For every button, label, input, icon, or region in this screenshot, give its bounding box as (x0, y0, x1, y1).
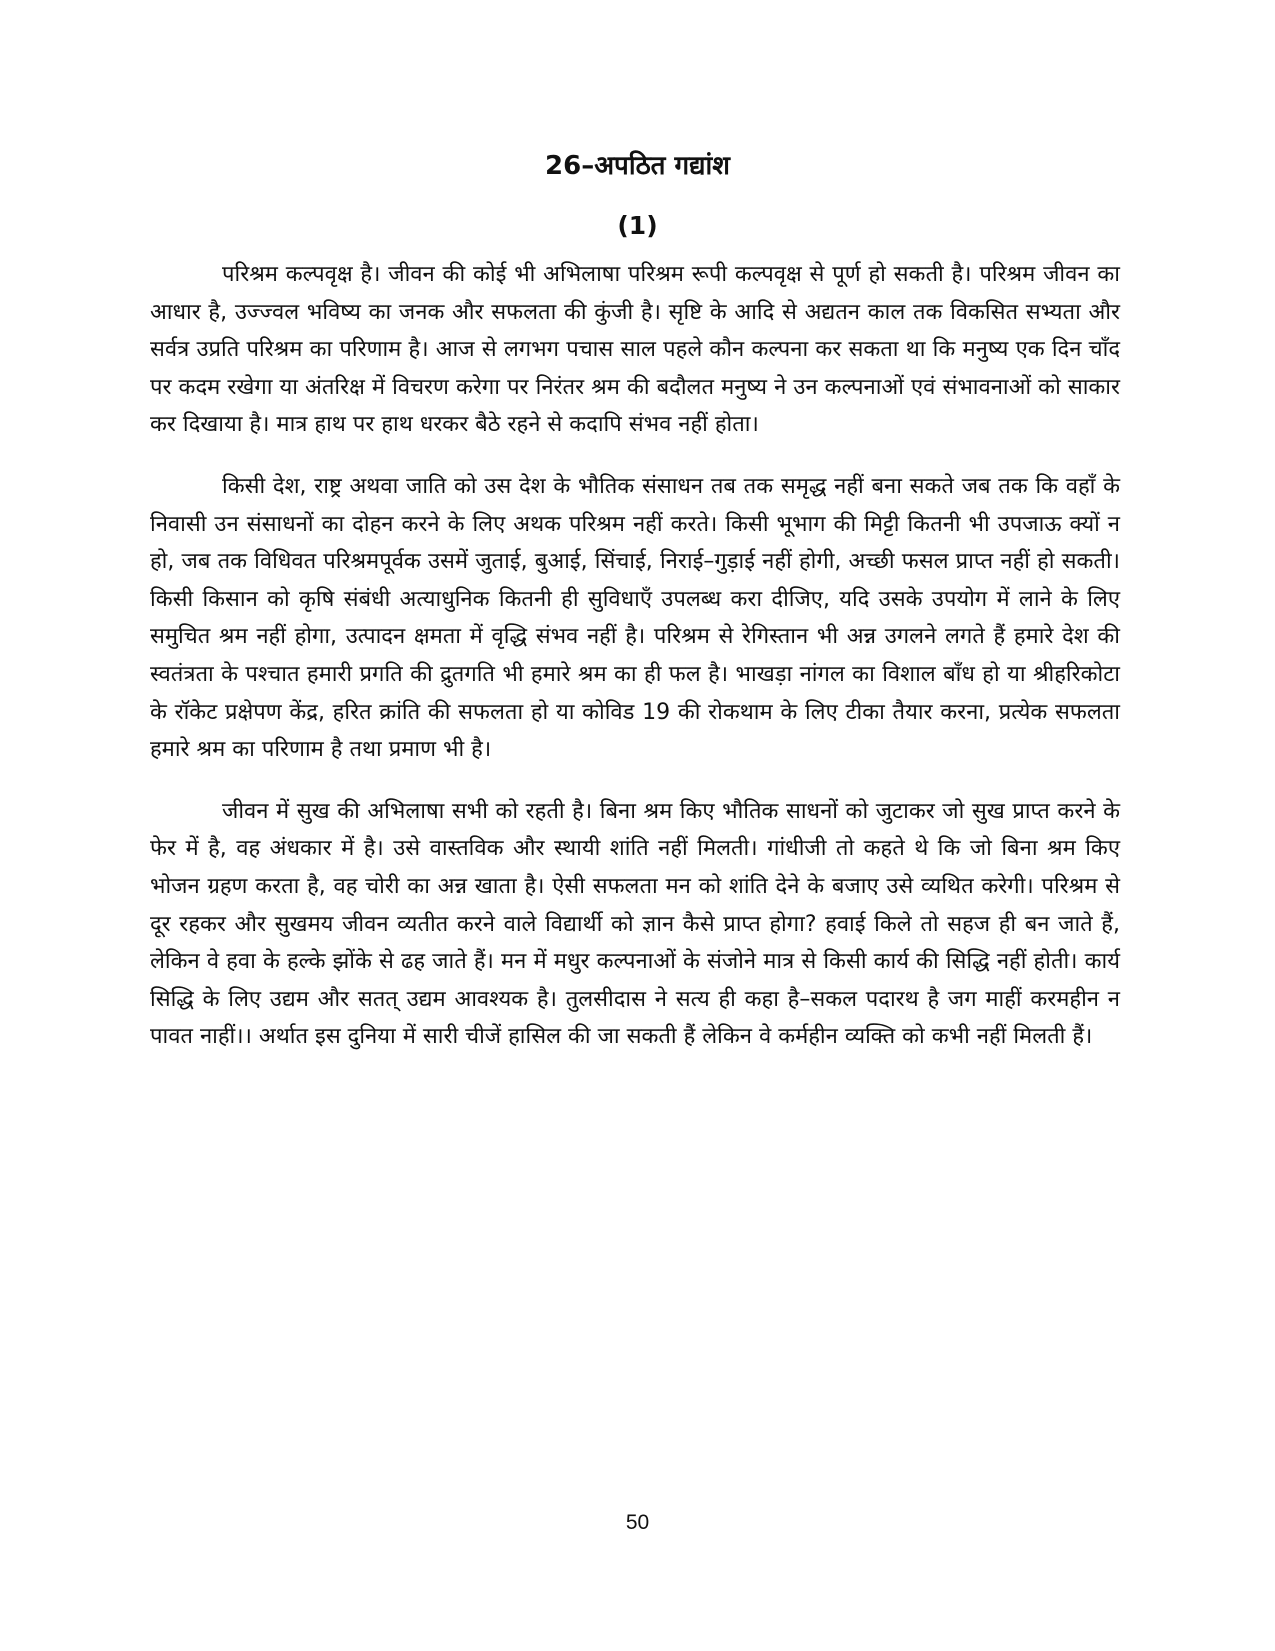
page-number: 50 (625, 1511, 650, 1534)
paragraph-2: किसी देश, राष्ट्र अथवा जाति को उस देश के भौतिक संसाधन तब तक समृद्ध नहीं बना सकते जब तक कि वहाँ के निवासी उन संसाधनों का दोहन करने के लिए अथक परिश्रम नहीं करते। किसी भूभाग की मिट्टी कितनी भी उपजाऊ क्यों न हो, जब तक विधिवत परिश्रमपूर्वक उसमें जुताई, बुआई, सिंचाई, निराई–गुड़ाई नहीं होगी, अच्छी फसल प्राप्त नहीं हो सकती। किसी किसान को कृषि संबंधी अत्याधुनिक कितनी ही सुविधाएँ उपलब्ध करा दीजिए, यदि उसके उपयोग में लाने के लिए समुचित श्रम नहीं होगा, उत्पादन क्षमता में वृद्धि संभव नहीं है। परिश्रम से रेगिस्तान भी अन्न उगलने लगते हैं हमारे देश की स्वतंत्रता के पश्चात हमारी प्रगति की द्रुतगति भी हमारे श्रम का ही फल है। भाखड़ा नांगल का विशाल बाँध हो या श्रीहरिकोटा के रॉकेट प्रक्षेपण केंद्र, हरित क्रांति की सफलता हो या कोविड 19 की रोकथाम के लिए टीका तैयार करना, प्रत्येक सफलता हमारे श्रम का परिणाम है तथा प्रमाण भी है। (150, 473, 1120, 763)
paragraph-3: जीवन में सुख की अभिलाषा सभी को रहती है। बिना श्रम किए भौतिक साधनों को जुटाकर जो सुख प्राप्त करने के फेर में है, वह अंधकार में है। उसे वास्तविक और स्थायी शांति नहीं मिलती। गांधीजी तो कहते थे कि जो बिना श्रम किए भोजन ग्रहण करता है, वह चोरी का अन्न खाता है। ऐसी सफलता मन को शांति देने के बजाए उसे व्यथित करेगी। परिश्रम से दूर रहकर और सुखमय जीवन व्यतीत करने वाले विद्यार्थी को ज्ञान कैसे प्राप्त होगा? हवाई किले तो सहज ही बन जाते हैं, लेकिन वे हवा के हल्के झोंके से ढह जाते हैं। मन में मधुर कल्पनाओं के संजोने मात्र से किसी कार्य की सिद्धि नहीं होती। कार्य सिद्धि के लिए उद्यम और सतत् उद्यम आवश्यक है। तुलसीदास ने सत्य ही कहा है–सकल पदारथ है जग माहीं करमहीन न पावत नाहीं।। अर्थात इस दुनिया में सारी चीजें हासिल की जा सकती हैं लेकिन वे कर्महीन व्यक्ति को कभी नहीं मिलती हैं। (150, 798, 1120, 1050)
passage-body (150, 256, 1120, 1080)
chapter-title: 26–अपठित गद्यांश (545, 151, 730, 181)
section-number: (1) (617, 211, 658, 240)
paragraph-1: परिश्रम कल्पवृक्ष है। जीवन की कोई भी अभिलाषा परिश्रम रूपी कल्पवृक्ष से पूर्ण हो सकती है। परिश्रम जीवन का आधार है, उज्ज्वल भविष्य का जनक और सफलता की कुंजी है। सृष्टि के आदि से अद्यतन काल तक विकसित सभ्यता और सर्वत्र उप्रति परिश्रम का परिणाम है। आज से लगभग पचास साल पहले कौन कल्पना कर सकता था कि मनुष्य एक दिन चाँद पर कदम रखेगा या अंतरिक्ष में विचरण करेगा पर निरंतर श्रम की बदौलत मनुष्य ने उन कल्पनाओं एवं संभावनाओं को साकार कर दिखाया है। मात्र हाथ पर हाथ धरकर बैठे रहने से कदापि संभव नहीं होता। (150, 262, 1120, 438)
